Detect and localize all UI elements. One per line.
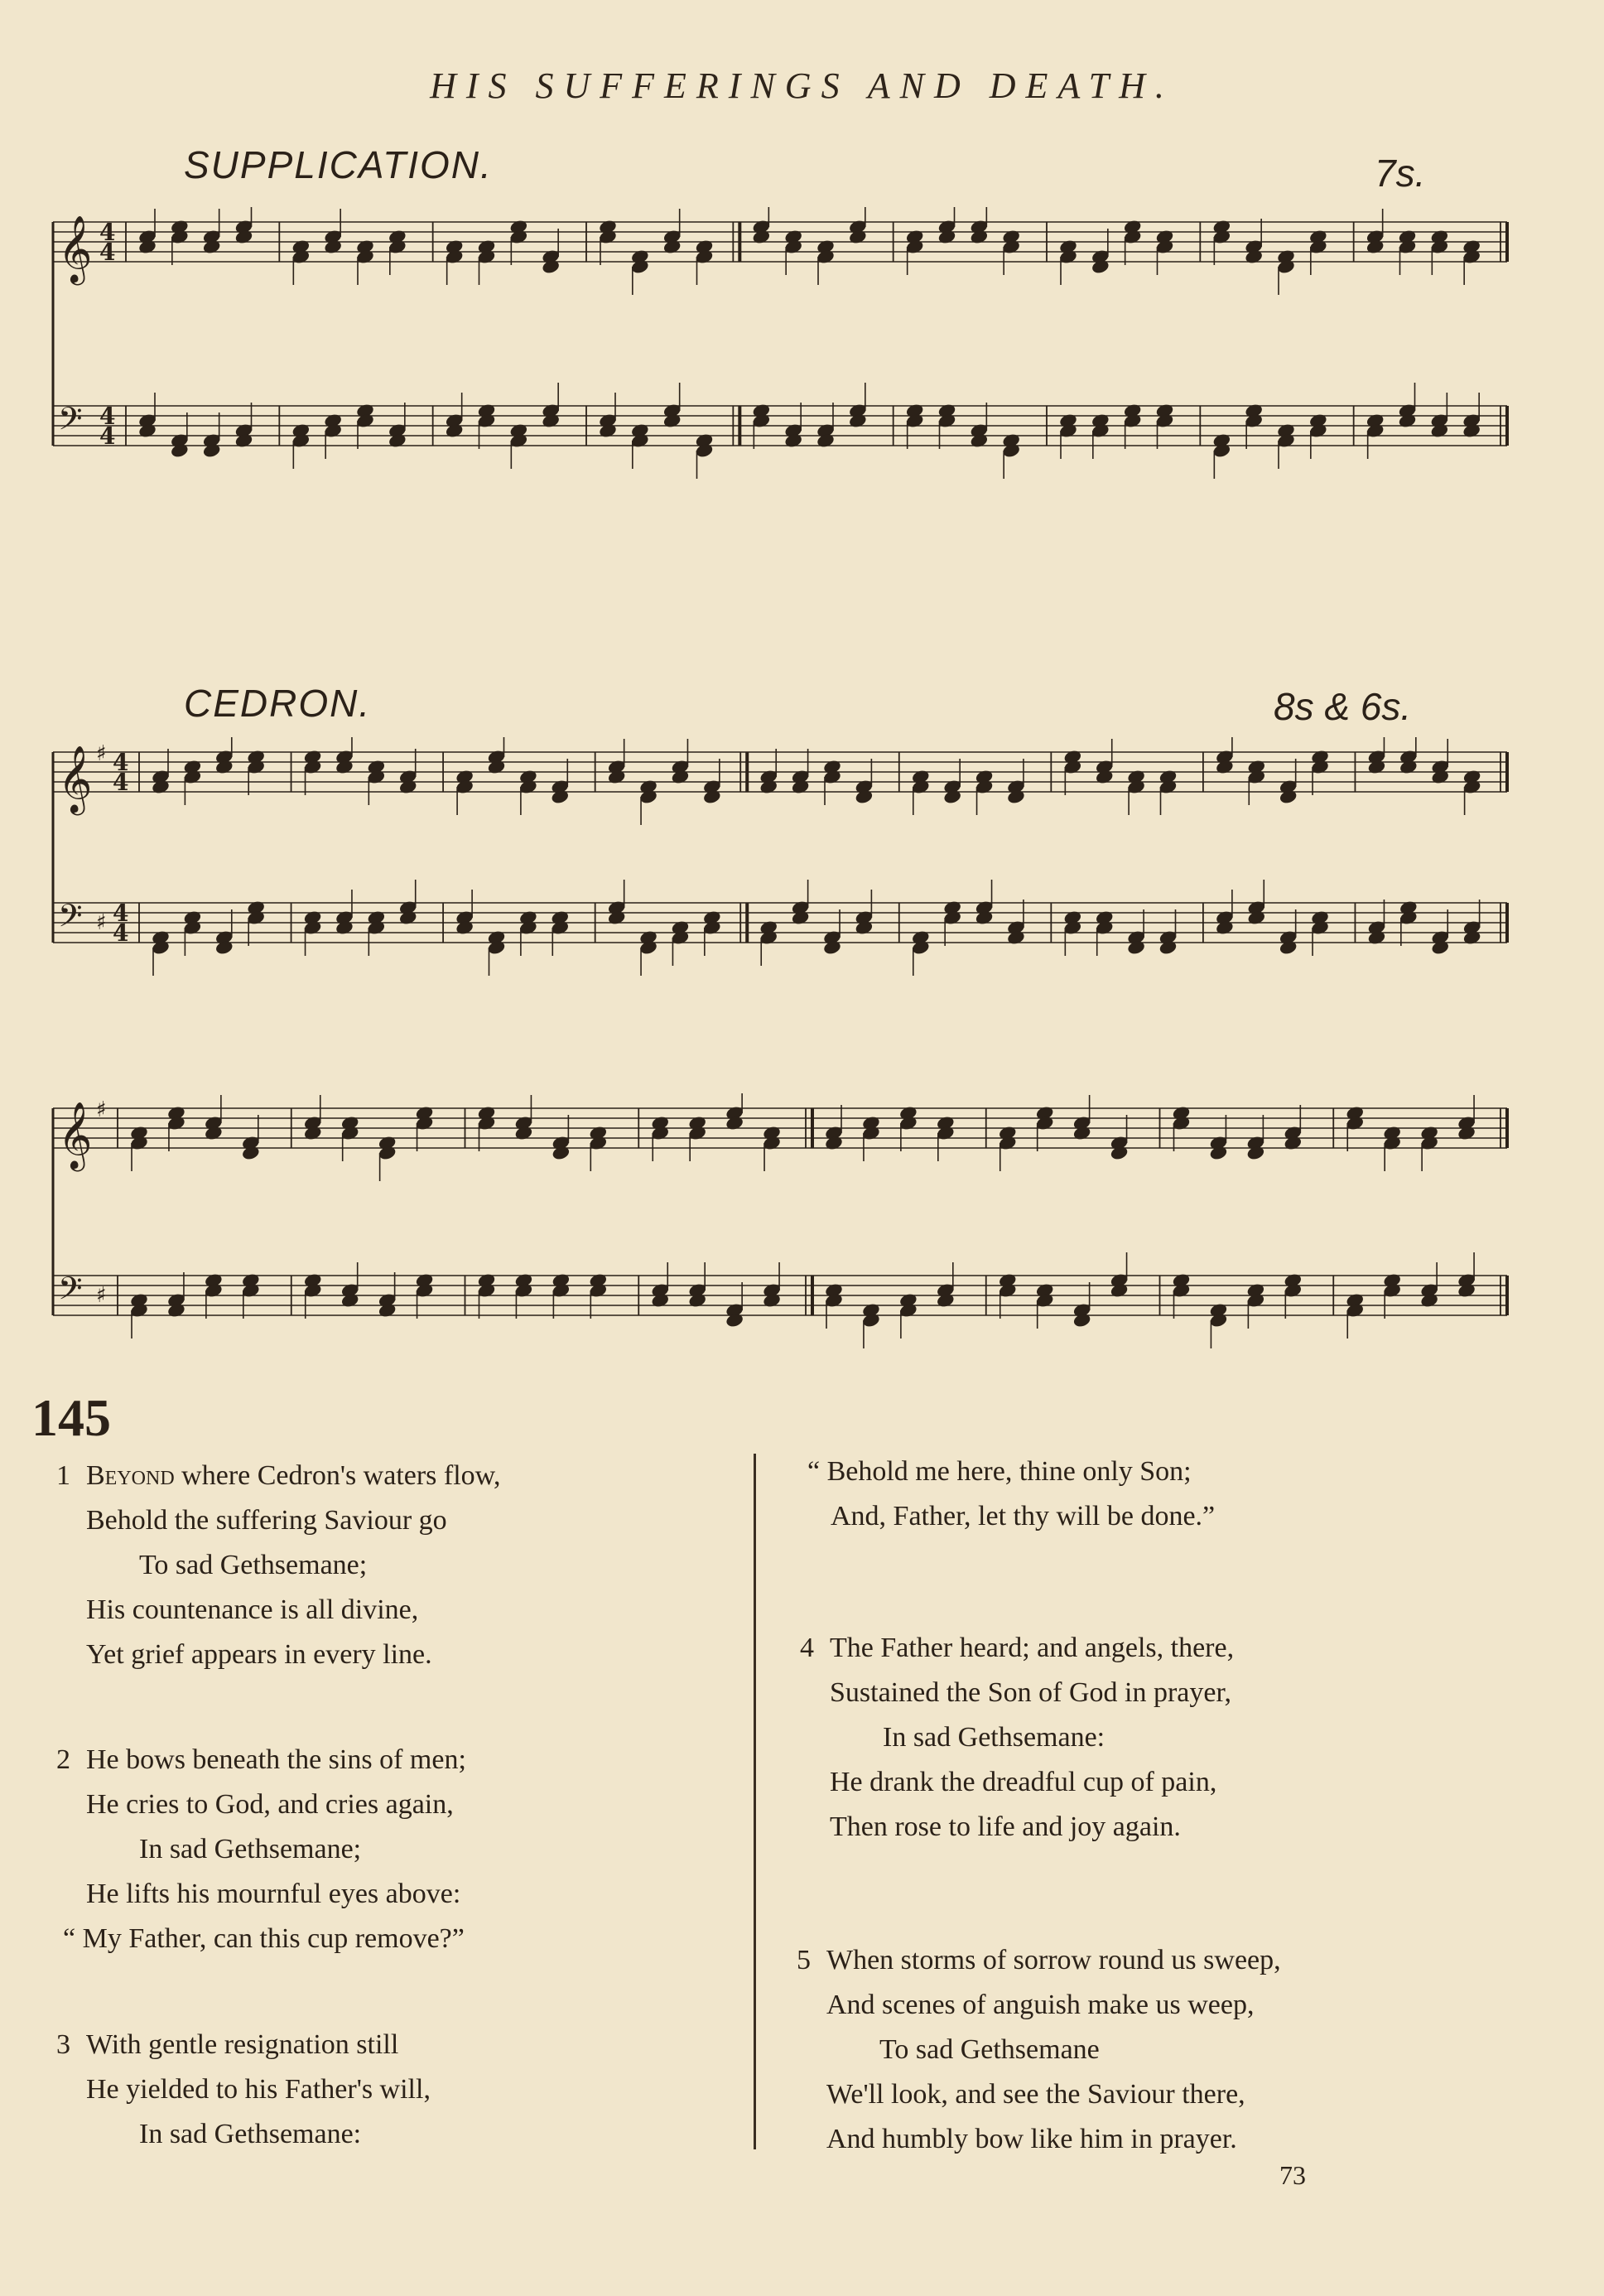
sharp-icon: ♯ xyxy=(96,741,107,766)
tune-meter-supplication: 7s. xyxy=(1375,152,1426,195)
music-cedron-1 xyxy=(50,737,1515,1002)
bass-clef-icon: 𝄢 xyxy=(58,897,83,942)
stanza-line: In sad Gethsemane; xyxy=(139,1834,362,1864)
stanza-number: 2 xyxy=(56,1744,70,1775)
time-signature: 4 xyxy=(113,749,129,776)
stanza-line: To sad Gethsemane; xyxy=(139,1550,368,1580)
stanza-number: 4 xyxy=(800,1633,814,1663)
time-signature: 4 xyxy=(113,900,129,927)
stanza-line: To sad Gethsemane xyxy=(879,2034,1100,2065)
stanza-line: Behold the suffering Saviour go xyxy=(86,1505,447,1536)
running-head: HIS SUFFERINGS AND DEATH. xyxy=(430,65,1174,106)
stanza-line: The Father heard; and angels, there, xyxy=(830,1633,1235,1663)
sharp-icon: ♯ xyxy=(96,1283,107,1308)
bass-clef-icon: 𝄢 xyxy=(58,400,83,445)
stanza-line: And, Father, let thy will be done.” xyxy=(831,1501,1216,1531)
stanza-line: He lifts his mournful eyes above: xyxy=(86,1879,461,1909)
stanza-3 xyxy=(56,2023,431,2157)
stanza-number: 1 xyxy=(56,1460,70,1491)
page-number: 73 xyxy=(1279,2160,1306,2190)
stanza-line: We'll look, and see the Saviour there, xyxy=(826,2079,1245,2110)
stanza-number: 3 xyxy=(56,2029,70,2060)
stanza-line: He yielded to his Father's will, xyxy=(86,2074,431,2105)
tune-name-cedron: CEDRON. xyxy=(184,682,372,725)
stanza-line: When storms of sorrow round us sweep, xyxy=(826,1945,1281,1975)
treble-clef-icon: 𝄞 xyxy=(58,215,93,282)
time-signature: 4 xyxy=(113,769,129,796)
stanza-line: And scenes of anguish make us weep, xyxy=(826,1990,1255,2020)
stanza-1 xyxy=(56,1454,501,1677)
time-signature: 4 xyxy=(99,239,116,266)
stanza-line: where Cedron's waters flow, xyxy=(174,1460,501,1491)
music-cedron-2 xyxy=(50,1093,1515,1375)
hymn-number: 145 xyxy=(31,1388,111,1447)
tune-meter-cedron: 8s & 6s. xyxy=(1274,685,1412,728)
stanza-line: In sad Gethsemane: xyxy=(883,1722,1105,1753)
stanza-line: “ My Father, can this cup remove?” xyxy=(63,1923,465,1954)
stanza-line: Yet grief appears in every line. xyxy=(86,1639,432,1670)
time-signature: 4 xyxy=(113,919,129,947)
stanza-line: Then rose to life and joy again. xyxy=(830,1811,1181,1842)
column-rule xyxy=(754,1454,756,2149)
stanza-number: 5 xyxy=(797,1945,811,1975)
stanza-3-continued xyxy=(807,1449,1215,1539)
sharp-icon: ♯ xyxy=(96,1097,107,1122)
music-system-cedron-2 xyxy=(50,1093,1515,1375)
stanza-line: And humbly bow like him in prayer. xyxy=(826,2124,1237,2154)
treble-clef-icon: 𝄞 xyxy=(58,1101,93,1169)
music-supplication xyxy=(50,207,1515,505)
stanza-4 xyxy=(800,1626,1234,1850)
stanza-line: He cries to God, and cries again, xyxy=(86,1789,454,1820)
time-signature: 4 xyxy=(99,403,116,430)
sharp-icon: ♯ xyxy=(96,910,107,935)
stanza-first-word: Beyond xyxy=(86,1460,175,1491)
stanza-line: “ Behold me here, thine only Son; xyxy=(807,1456,1192,1487)
stanza-line: Sustained the Son of God in prayer, xyxy=(830,1677,1231,1708)
stanza-line: In sad Gethsemane: xyxy=(139,2119,362,2149)
time-signature: 4 xyxy=(99,219,116,246)
music-system-supplication xyxy=(50,207,1515,505)
stanza-line: With gentle resignation still xyxy=(86,2029,399,2060)
stanza-line: His countenance is all divine, xyxy=(86,1594,419,1625)
stanza-line: He drank the dreadful cup of pain, xyxy=(830,1767,1217,1797)
bass-clef-icon: 𝄢 xyxy=(58,1270,83,1314)
tune-name-supplication: SUPPLICATION. xyxy=(184,143,493,186)
treble-clef-icon: 𝄞 xyxy=(58,745,93,813)
stanza-line: He bows beneath the sins of men; xyxy=(86,1744,466,1775)
stanza-2 xyxy=(56,1738,466,1961)
time-signature: 4 xyxy=(99,422,116,450)
stanza-5 xyxy=(797,1938,1281,2162)
music-system-cedron-1 xyxy=(50,737,1515,1002)
